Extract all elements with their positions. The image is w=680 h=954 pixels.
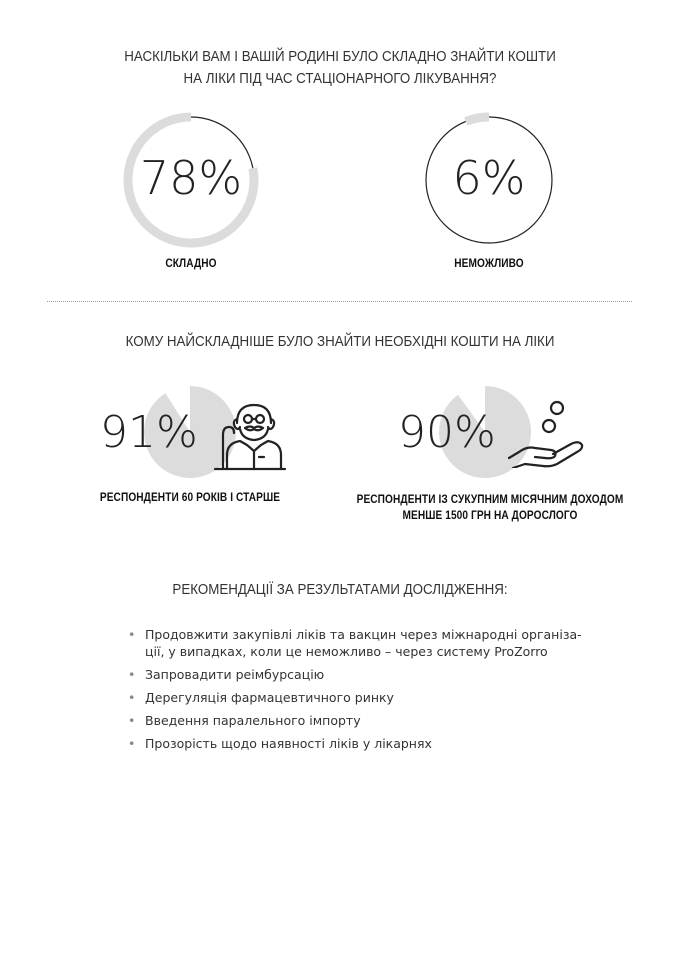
bullet-icon: • [128,736,136,751]
section-divider [47,301,632,302]
section1-title-line2: НА ЛІКИ ПІД ЧАС СТАЦІОНАРНОГО ЛІКУВАННЯ? [183,71,497,87]
percent-impossible: 6% [452,151,526,205]
percent-elderly: 91% [100,407,198,458]
list-item-text: Дерегуляція фармацевтичного ринку [145,690,394,705]
section1-title [64,46,616,90]
elderly-person-icon [207,401,287,473]
caption-low-income-line2: МЕНШЕ 1500 ГРН НА ДОРОСЛОГО [402,510,578,522]
section2-title: КОМУ НАЙСКЛАДНІШЕ БУЛО ЗНАЙТИ НЕОБХІДНІ КОШТИ НА ЛІКИ [125,334,555,350]
list-item-text: Запровадити реімбурсацію [145,667,325,682]
list-item [128,666,588,683]
bullet-icon: • [128,690,136,705]
bullet-icon: • [128,627,136,642]
caption-impossible: НЕМОЖЛИВО [454,258,524,270]
list-item-text: Продовжити закупівлі ліків та вакцин через міжнародні організа-ції, у випадках, коли це неможливо – через систему ProZorro [145,627,582,659]
section1-title-line1: НАСКІЛЬКИ ВАМ І ВАШІЙ РОДИНІ БУЛО СКЛАДНО ЗНАЙТИ КОШТИ [124,49,556,65]
donut-arc-impossible [466,117,489,121]
caption-low-income-line1: РЕСПОНДЕНТИ ІЗ СУКУПНИМ МІСЯЧНИМ ДОХОДОМ [356,494,624,506]
caption-difficult: СКЛАДНО [165,258,217,270]
list-item [128,735,588,752]
hand-with-coins-icon [505,398,587,468]
caption-elderly: РЕСПОНДЕНТИ 60 РОКІВ І СТАРШЕ [99,492,281,504]
recommendations-title: РЕКОМЕНДАЦІЇ ЗА РЕЗУЛЬТАТАМИ ДОСЛІДЖЕННЯ: [172,582,508,598]
percent-difficult: 78% [139,151,243,205]
percent-low-income: 90% [398,407,496,458]
caption-low-income [349,492,631,524]
recommendations-list [128,626,588,758]
bullet-icon: • [128,667,136,682]
list-item [128,712,588,729]
bullet-icon: • [128,713,136,728]
list-item [128,626,588,660]
list-item-text: Введення паралельного імпорту [145,713,361,728]
list-item-text: Прозорість щодо наявності ліків у лікарнях [145,736,432,751]
list-item [128,689,588,706]
